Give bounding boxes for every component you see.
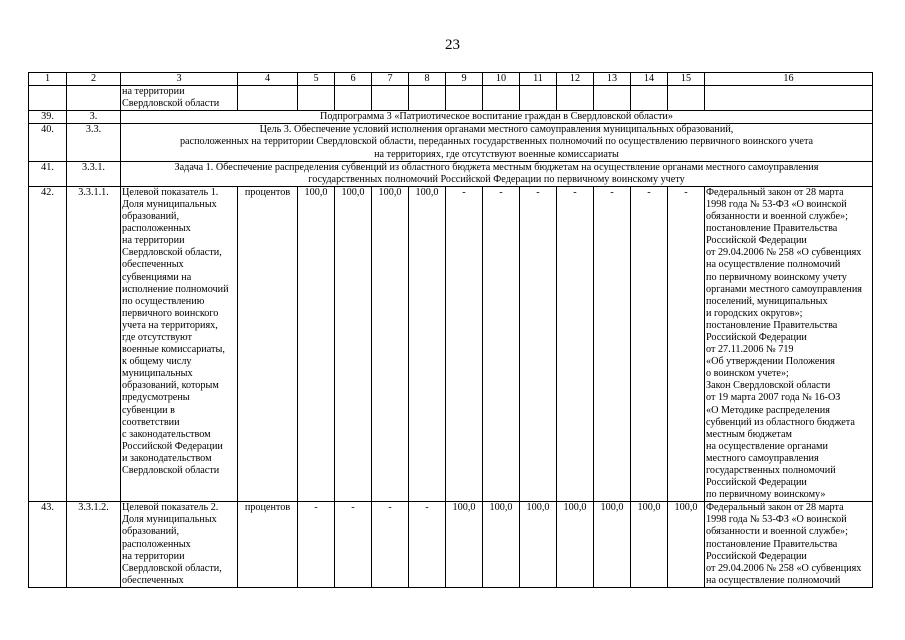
year-value: - bbox=[594, 186, 631, 501]
year-value: - bbox=[520, 186, 557, 501]
column-number: 5 bbox=[298, 73, 335, 86]
column-number: 14 bbox=[631, 73, 668, 86]
table-row-indicator bbox=[29, 186, 873, 501]
year-value: 100,0 bbox=[372, 186, 409, 501]
year-value: - bbox=[298, 502, 335, 588]
column-number: 1 bbox=[29, 73, 67, 86]
goal-title: Цель 3. Обеспечение условий исполнения органами местного самоуправления муниципальных образований, расположенных на территории Свердловской области, переданных государственных полномочий по осуществлению первичного воинского учета на территориях, где отсутствуют военные комиссариаты bbox=[121, 124, 873, 161]
year-value: - bbox=[372, 502, 409, 588]
year-value: - bbox=[668, 186, 705, 501]
table-row-task bbox=[29, 161, 873, 186]
legal-source: Федеральный закон от 28 марта 1998 года № 53-ФЗ «О воинской обязанности и военной службе»; постановление Правительства Российской Федерации от 29.04.2006 № 258 «О субвенциях на осуществление полномочий по первичному воинскому учету органами местного самоуправления поселений, муниципальных и городских округов»; постановление Правительства Российской Федерации от 27.11.2006 № 719 «Об утверждении Положения о воинском учете»; Закон Свердловской области от 19 марта 2007 года № 16-ОЗ «О Методике распределения субвенций из областного бюджета местным бюджетам на осуществление органами местного самоуправления государственных полномочий Российской Федерации по первичному воинскому» bbox=[705, 186, 873, 501]
year-value: 100,0 bbox=[446, 502, 483, 588]
year-value: - bbox=[631, 186, 668, 501]
column-number: 12 bbox=[557, 73, 594, 86]
year-value: - bbox=[483, 186, 520, 501]
year-value: 100,0 bbox=[631, 502, 668, 588]
indicators-table bbox=[28, 72, 873, 588]
row-code: 3.3.1. bbox=[67, 161, 121, 186]
row-number: 41. bbox=[29, 161, 67, 186]
year-value: - bbox=[409, 502, 446, 588]
year-value: 100,0 bbox=[483, 502, 520, 588]
column-number: 15 bbox=[668, 73, 705, 86]
unit: процентов bbox=[238, 502, 298, 588]
column-number: 13 bbox=[594, 73, 631, 86]
row-number: 43. bbox=[29, 502, 67, 588]
row-code: 3.3.1.2. bbox=[67, 502, 121, 588]
indicator-name: Целевой показатель 2. Доля муниципальных образований, расположенных на территории Свердловской области, обеспеченных bbox=[121, 502, 238, 588]
table-row-goal bbox=[29, 124, 873, 161]
column-number: 9 bbox=[446, 73, 483, 86]
column-number: 6 bbox=[335, 73, 372, 86]
legal-source: Федеральный закон от 28 марта 1998 года № 53-ФЗ «О воинской обязанности и военной службе»; постановление Правительства Российской Федерации от 29.04.2006 № 258 «О субвенциях на осуществление полномочий bbox=[705, 502, 873, 588]
column-number: 3 bbox=[121, 73, 238, 86]
year-value: 100,0 bbox=[594, 502, 631, 588]
year-value: 100,0 bbox=[557, 502, 594, 588]
row-code: 3.3.1.1. bbox=[67, 186, 121, 501]
subprogram-title: Подпрограмма 3 «Патриотическое воспитание граждан в Свердловской области» bbox=[121, 111, 873, 124]
year-value: - bbox=[446, 186, 483, 501]
year-value: - bbox=[335, 502, 372, 588]
row-number: 40. bbox=[29, 124, 67, 161]
column-number: 11 bbox=[520, 73, 557, 86]
task-title: Задача 1. Обеспечение распределения субвенций из областного бюджета местным бюджетам на осуществление органами местного самоуправления государственных полномочий Российской Федерации по первичному воинскому учету bbox=[121, 161, 873, 186]
table-row-subprogram bbox=[29, 111, 873, 124]
indicator-name: Целевой показатель 1. Доля муниципальных образований, расположенных на территории Свердловской области, обеспеченных субвенциями на исполнение полномочий по осуществлению первичного воинского учета на территориях, где отсутствуют военные комиссариаты, к общему числу муниципальных образований, которым предусмотрены субвенции в соответствии с законодательством Российской Федерации и законодательством Свердловской области bbox=[121, 186, 238, 501]
column-number: 8 bbox=[409, 73, 446, 86]
table-row-indicator bbox=[29, 502, 873, 588]
column-number: 10 bbox=[483, 73, 520, 86]
year-value: - bbox=[557, 186, 594, 501]
table-row-continued bbox=[29, 86, 873, 111]
year-value: 100,0 bbox=[520, 502, 557, 588]
year-value: 100,0 bbox=[335, 186, 372, 501]
row-number: 42. bbox=[29, 186, 67, 501]
column-number: 16 bbox=[705, 73, 873, 86]
year-value: 100,0 bbox=[298, 186, 335, 501]
column-number-row bbox=[29, 73, 873, 86]
unit: процентов bbox=[238, 186, 298, 501]
column-number: 2 bbox=[67, 73, 121, 86]
column-number: 4 bbox=[238, 73, 298, 86]
row-code: 3. bbox=[67, 111, 121, 124]
row-number: 39. bbox=[29, 111, 67, 124]
year-value: 100,0 bbox=[409, 186, 446, 501]
row-code: 3.3. bbox=[67, 124, 121, 161]
page-number: 23 bbox=[445, 37, 460, 53]
column-number: 7 bbox=[372, 73, 409, 86]
year-value: 100,0 bbox=[668, 502, 705, 588]
indicator-name: на территории Свердловской области bbox=[121, 86, 238, 111]
